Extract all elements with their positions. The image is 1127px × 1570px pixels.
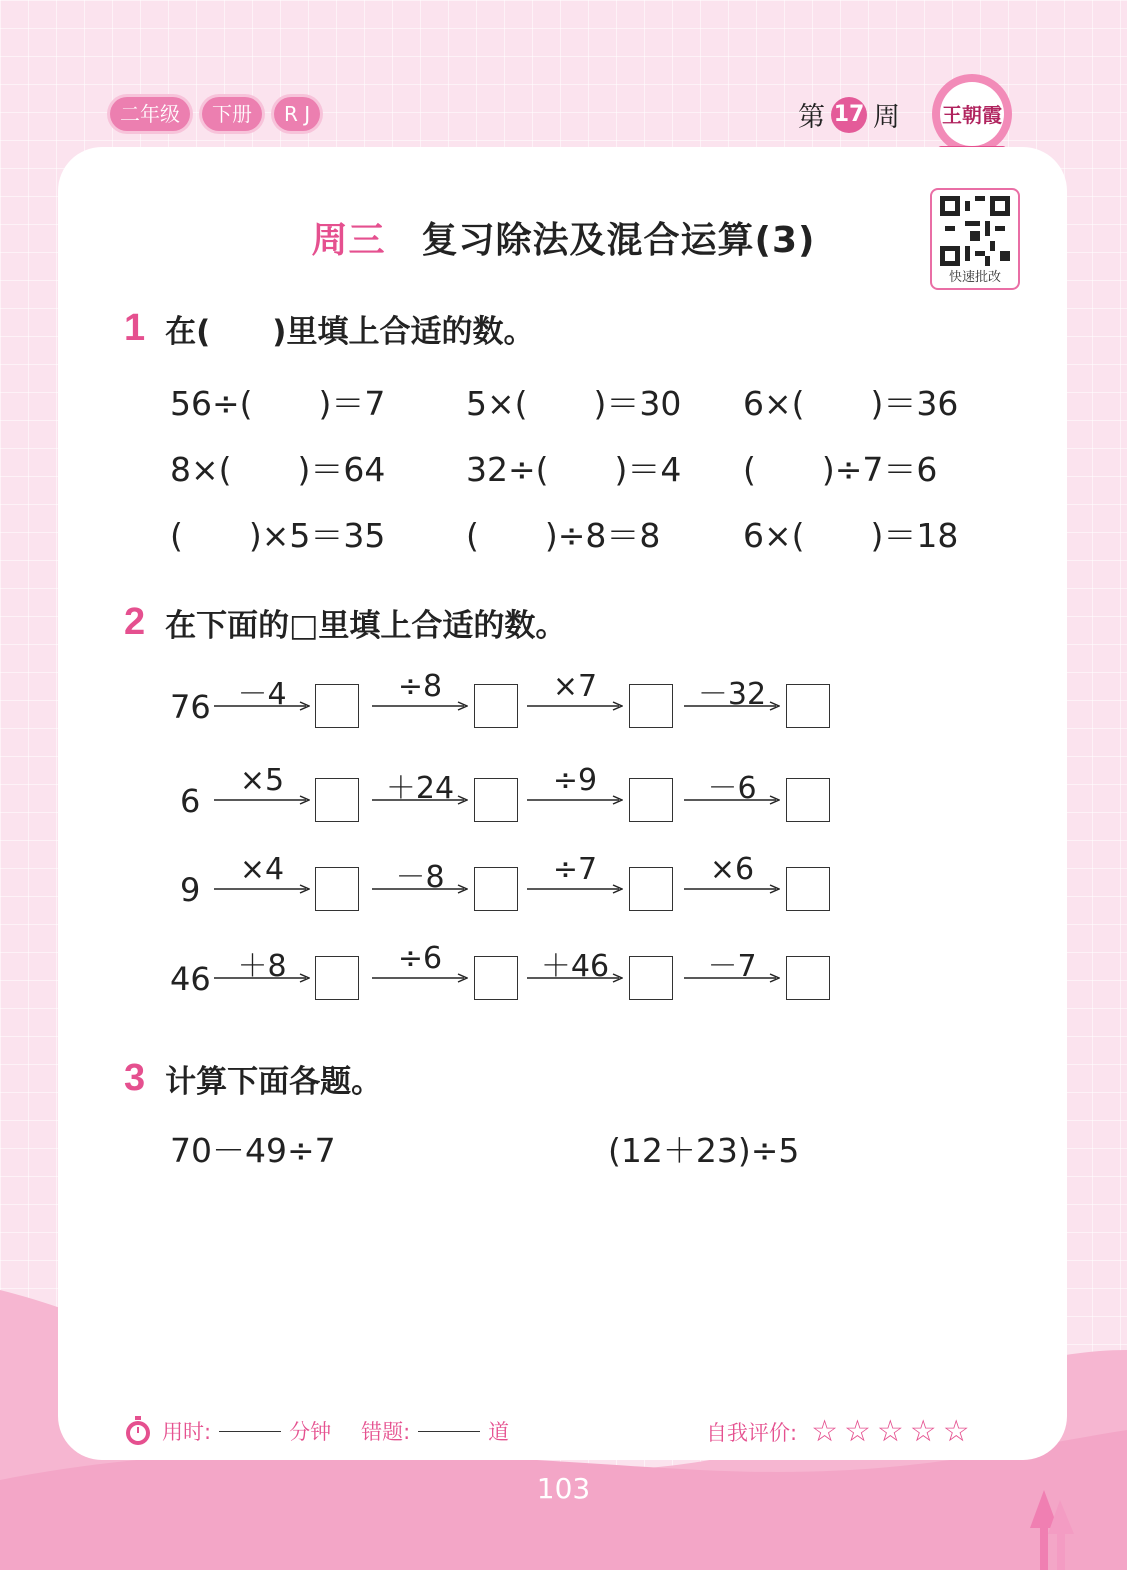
answer-box[interactable] <box>315 778 359 822</box>
chain-start-value: 46 <box>170 960 211 998</box>
q1-equation: ( )÷7＝6 <box>743 450 938 489</box>
question-prompt: 在下面的□里填上合适的数。 <box>165 608 567 644</box>
page-number: 103 <box>536 1472 591 1505</box>
chain-operation: ＋46 <box>540 949 610 984</box>
week-suffix: 周 <box>873 102 900 133</box>
errors-blank[interactable] <box>418 1431 480 1432</box>
q1-equation: 6×( )＝36 <box>743 384 959 423</box>
right-arrow-icon <box>214 971 310 985</box>
right-arrow-icon <box>684 699 780 713</box>
time-unit: 分钟 <box>289 1420 332 1444</box>
answer-box[interactable] <box>786 956 830 1000</box>
question-2-header <box>124 600 566 645</box>
question-number: 3 <box>124 1057 146 1099</box>
chain-operation: ÷9 <box>552 763 598 798</box>
grade-tags <box>110 97 320 131</box>
q1-equation: 56÷( )＝7 <box>170 384 386 423</box>
q1-equation: 5×( )＝30 <box>466 384 682 423</box>
rating-star-icon[interactable]: ☆ <box>876 1414 904 1449</box>
chain-start-value: 6 <box>180 782 201 820</box>
grade-tag: 二年级 <box>110 97 190 131</box>
q1-equation: ( )÷8＝8 <box>466 516 661 555</box>
question-3-header <box>124 1056 382 1101</box>
footer-time-errors <box>124 1416 509 1446</box>
chain-operation: ×5 <box>239 763 285 798</box>
answer-box[interactable] <box>315 956 359 1000</box>
question-prompt: 在( )里填上合适的数。 <box>165 314 535 350</box>
errors-label: 错题: <box>361 1420 411 1444</box>
answer-box[interactable] <box>474 778 518 822</box>
q3-expression: (12＋23)÷5 <box>608 1131 800 1170</box>
right-arrow-icon <box>214 793 310 807</box>
right-arrow-icon <box>372 793 468 807</box>
answer-box[interactable] <box>474 956 518 1000</box>
right-arrow-icon <box>527 699 623 713</box>
chain-operation: ×6 <box>709 852 755 887</box>
chain-operation: －6 <box>707 771 757 806</box>
week-number: 17 <box>831 97 867 133</box>
q1-equation: 32÷( )＝4 <box>466 450 682 489</box>
qr-code[interactable] <box>930 188 1020 290</box>
rating-star-icon[interactable]: ☆ <box>843 1414 871 1449</box>
question-number: 2 <box>124 601 146 643</box>
rating-label: 自我评价: <box>706 1420 798 1445</box>
answer-box[interactable] <box>629 956 673 1000</box>
volume-tag: 下册 <box>202 97 262 131</box>
question-number: 1 <box>124 307 146 349</box>
q1-equation: 6×( )＝18 <box>743 516 959 555</box>
edition-tag: R J <box>274 97 320 131</box>
time-label: 用时: <box>162 1420 212 1444</box>
q1-equation: 8×( )＝64 <box>170 450 386 489</box>
right-arrow-icon <box>372 699 468 713</box>
qr-label: 快速批改 <box>948 270 1001 285</box>
brand-logo <box>930 72 1014 156</box>
answer-box[interactable] <box>315 867 359 911</box>
rating-star-icon[interactable]: ☆ <box>811 1414 838 1449</box>
answer-box[interactable] <box>315 684 359 728</box>
right-arrow-icon <box>684 882 780 896</box>
chain-operation: －32 <box>697 677 767 712</box>
right-arrow-icon <box>684 793 780 807</box>
title-day: 周三 <box>311 220 386 261</box>
chain-operation: ÷7 <box>552 852 598 887</box>
chain-operation: ×4 <box>239 852 285 887</box>
answer-box[interactable] <box>786 867 830 911</box>
question-prompt: 计算下面各题。 <box>165 1064 383 1100</box>
title-text: 复习除法及混合运算(3) <box>421 220 816 261</box>
chain-operation: ÷6 <box>397 941 443 976</box>
chain-operation: ×7 <box>552 669 598 704</box>
stopwatch-icon <box>124 1416 152 1446</box>
answer-box[interactable] <box>786 778 830 822</box>
qr-pattern-icon <box>940 196 1010 266</box>
answer-box[interactable] <box>474 684 518 728</box>
time-blank[interactable] <box>219 1431 281 1432</box>
rating-star-icon[interactable]: ☆ <box>909 1414 937 1449</box>
right-arrow-icon <box>527 882 623 896</box>
chain-operation: ÷8 <box>397 669 443 704</box>
chain-operation: －8 <box>395 860 445 895</box>
rating-stars <box>805 1414 970 1449</box>
self-rating <box>706 1414 970 1449</box>
chain-start-value: 76 <box>170 688 211 726</box>
answer-box[interactable] <box>474 867 518 911</box>
right-arrow-icon <box>214 882 310 896</box>
chain-operation: －4 <box>237 677 287 712</box>
chain-operation: ＋24 <box>385 771 455 806</box>
question-1-header <box>124 306 534 351</box>
rating-star-icon[interactable]: ☆ <box>942 1414 970 1449</box>
right-arrow-icon <box>527 793 623 807</box>
right-arrow-icon <box>214 699 310 713</box>
errors-unit: 道 <box>488 1420 510 1444</box>
right-arrow-icon <box>372 882 468 896</box>
q1-equation: ( )×5＝35 <box>170 516 386 555</box>
answer-box[interactable] <box>786 684 830 728</box>
right-arrow-icon <box>372 971 468 985</box>
answer-box[interactable] <box>629 684 673 728</box>
answer-box[interactable] <box>629 867 673 911</box>
answer-box[interactable] <box>629 778 673 822</box>
q3-expression: 70－49÷7 <box>170 1131 336 1170</box>
right-arrow-icon <box>684 971 780 985</box>
right-arrow-icon <box>527 971 623 985</box>
week-prefix: 第 <box>798 102 825 133</box>
chain-start-value: 9 <box>180 871 201 909</box>
chain-operation: ＋8 <box>237 949 287 984</box>
chain-operation: －7 <box>707 949 757 984</box>
week-indicator <box>798 95 900 134</box>
svg-text:王朝霞: 王朝霞 <box>942 103 1002 127</box>
